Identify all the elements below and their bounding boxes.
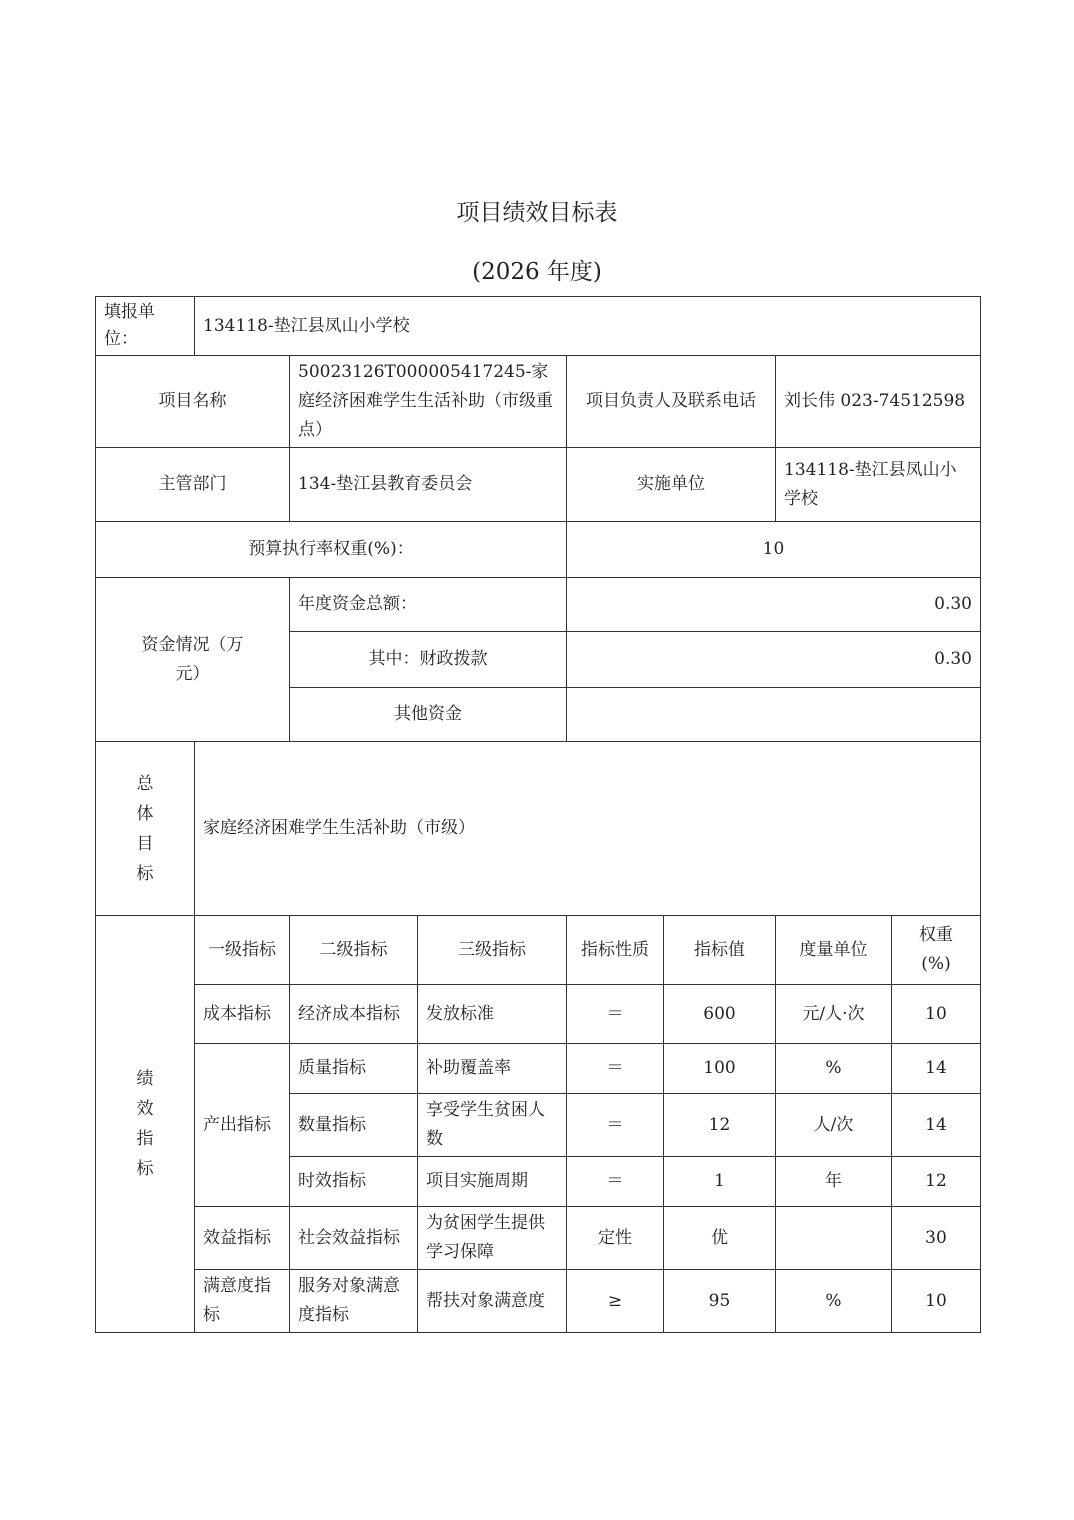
indicator-value: 600 [664,985,776,1044]
indicator-level2: 社会效益指标 [290,1207,418,1270]
funds-other-value [567,688,981,742]
goal-row [96,742,981,916]
page-title: 项目绩效目标表 [456,200,618,226]
indicator-weight: 10 [892,985,981,1044]
indicator-unit [776,1207,892,1270]
indicator-header-row [96,916,981,985]
indicator-value: 12 [664,1094,776,1157]
indicator-value: 优 [664,1207,776,1270]
budget-weight-row [96,522,981,578]
department-label: 主管部门 [96,448,290,522]
indicator-value: 95 [664,1270,776,1333]
indicator-level3: 补助覆盖率 [418,1044,567,1094]
funds-total-label: 年度资金总额： [290,578,567,632]
col-header-value: 指标值 [664,916,776,985]
indicator-level1: 满意度指标 [195,1270,290,1333]
contact-label: 项目负责人及联系电话 [567,356,776,448]
indicator-weight: 12 [892,1157,981,1207]
performance-table [95,296,981,1333]
indicator-weight: 30 [892,1207,981,1270]
indicator-level2: 经济成本指标 [290,985,418,1044]
indicator-nature: ＝ [567,1044,664,1094]
indicator-row [96,1044,981,1094]
funds-total-row [96,578,981,632]
indicator-level1: 成本指标 [195,985,290,1044]
indicator-level2: 时效指标 [290,1157,418,1207]
indicator-value: 1 [664,1157,776,1207]
department-value: 134-垫江县教育委员会 [290,448,567,522]
indicator-level2: 数量指标 [290,1094,418,1157]
funds-total-value: 0.30 [567,578,981,632]
reporting-unit-label: 填报单位： [96,297,195,356]
funds-label: 资金情况（万元） [96,578,290,742]
col-header-level2: 二级指标 [290,916,418,985]
col-header-weight: 权重(%) [892,916,981,985]
col-header-level3: 三级指标 [418,916,567,985]
implementer-value: 134118-垫江县凤山小学校 [776,448,981,522]
indicator-value: 100 [664,1044,776,1094]
indicator-level1: 产出指标 [195,1044,290,1207]
reporting-unit-value: 134118-垫江县凤山小学校 [195,297,981,356]
indicator-unit: 人/次 [776,1094,892,1157]
indicator-level3: 享受学生贫困人数 [418,1094,567,1157]
contact-value: 刘长伟 023-74512598 [776,356,981,448]
indicator-unit: % [776,1270,892,1333]
indicator-level3: 为贫困学生提供学习保障 [418,1207,567,1270]
funds-other-label: 其他资金 [290,688,567,742]
indicator-unit: 元/人·次 [776,985,892,1044]
indicator-level3: 帮扶对象满意度 [418,1270,567,1333]
funds-fiscal-value: 0.30 [567,632,981,688]
col-header-nature: 指标性质 [567,916,664,985]
indicator-unit: % [776,1044,892,1094]
goal-label: 总体目标 [96,742,195,916]
project-name-value: 50023126T000005417245-家庭经济困难学生生活补助（市级重点） [290,356,567,448]
project-name-label: 项目名称 [96,356,290,448]
indicator-level3: 项目实施周期 [418,1157,567,1207]
reporting-unit-row [96,297,981,356]
page-subtitle: (2026 年度) [472,259,602,285]
budget-weight-label: 预算执行率权重(%)： [96,522,567,578]
indicator-level2: 质量指标 [290,1044,418,1094]
budget-weight-value: 10 [567,522,981,578]
indicator-nature: ≥ [567,1270,664,1333]
funds-fiscal-label: 其中：财政拨款 [290,632,567,688]
department-row [96,448,981,522]
indicator-weight: 14 [892,1044,981,1094]
col-header-level1: 一级指标 [195,916,290,985]
indicator-nature: ＝ [567,1094,664,1157]
indicator-level3: 发放标准 [418,985,567,1044]
indicator-level2: 服务对象满意度指标 [290,1270,418,1333]
indicator-row [96,1207,981,1270]
indicator-row [96,985,981,1044]
indicator-nature: ＝ [567,1157,664,1207]
indicator-nature: ＝ [567,985,664,1044]
indicator-unit: 年 [776,1157,892,1207]
indicators-label: 绩效指标 [96,916,195,1333]
implementer-label: 实施单位 [567,448,776,522]
indicator-weight: 10 [892,1270,981,1333]
col-header-unit: 度量单位 [776,916,892,985]
indicator-level1: 效益指标 [195,1207,290,1270]
indicator-weight: 14 [892,1094,981,1157]
indicator-nature: 定性 [567,1207,664,1270]
project-name-row [96,356,981,448]
goal-value: 家庭经济困难学生生活补助（市级） [195,742,981,916]
indicator-row [96,1270,981,1333]
